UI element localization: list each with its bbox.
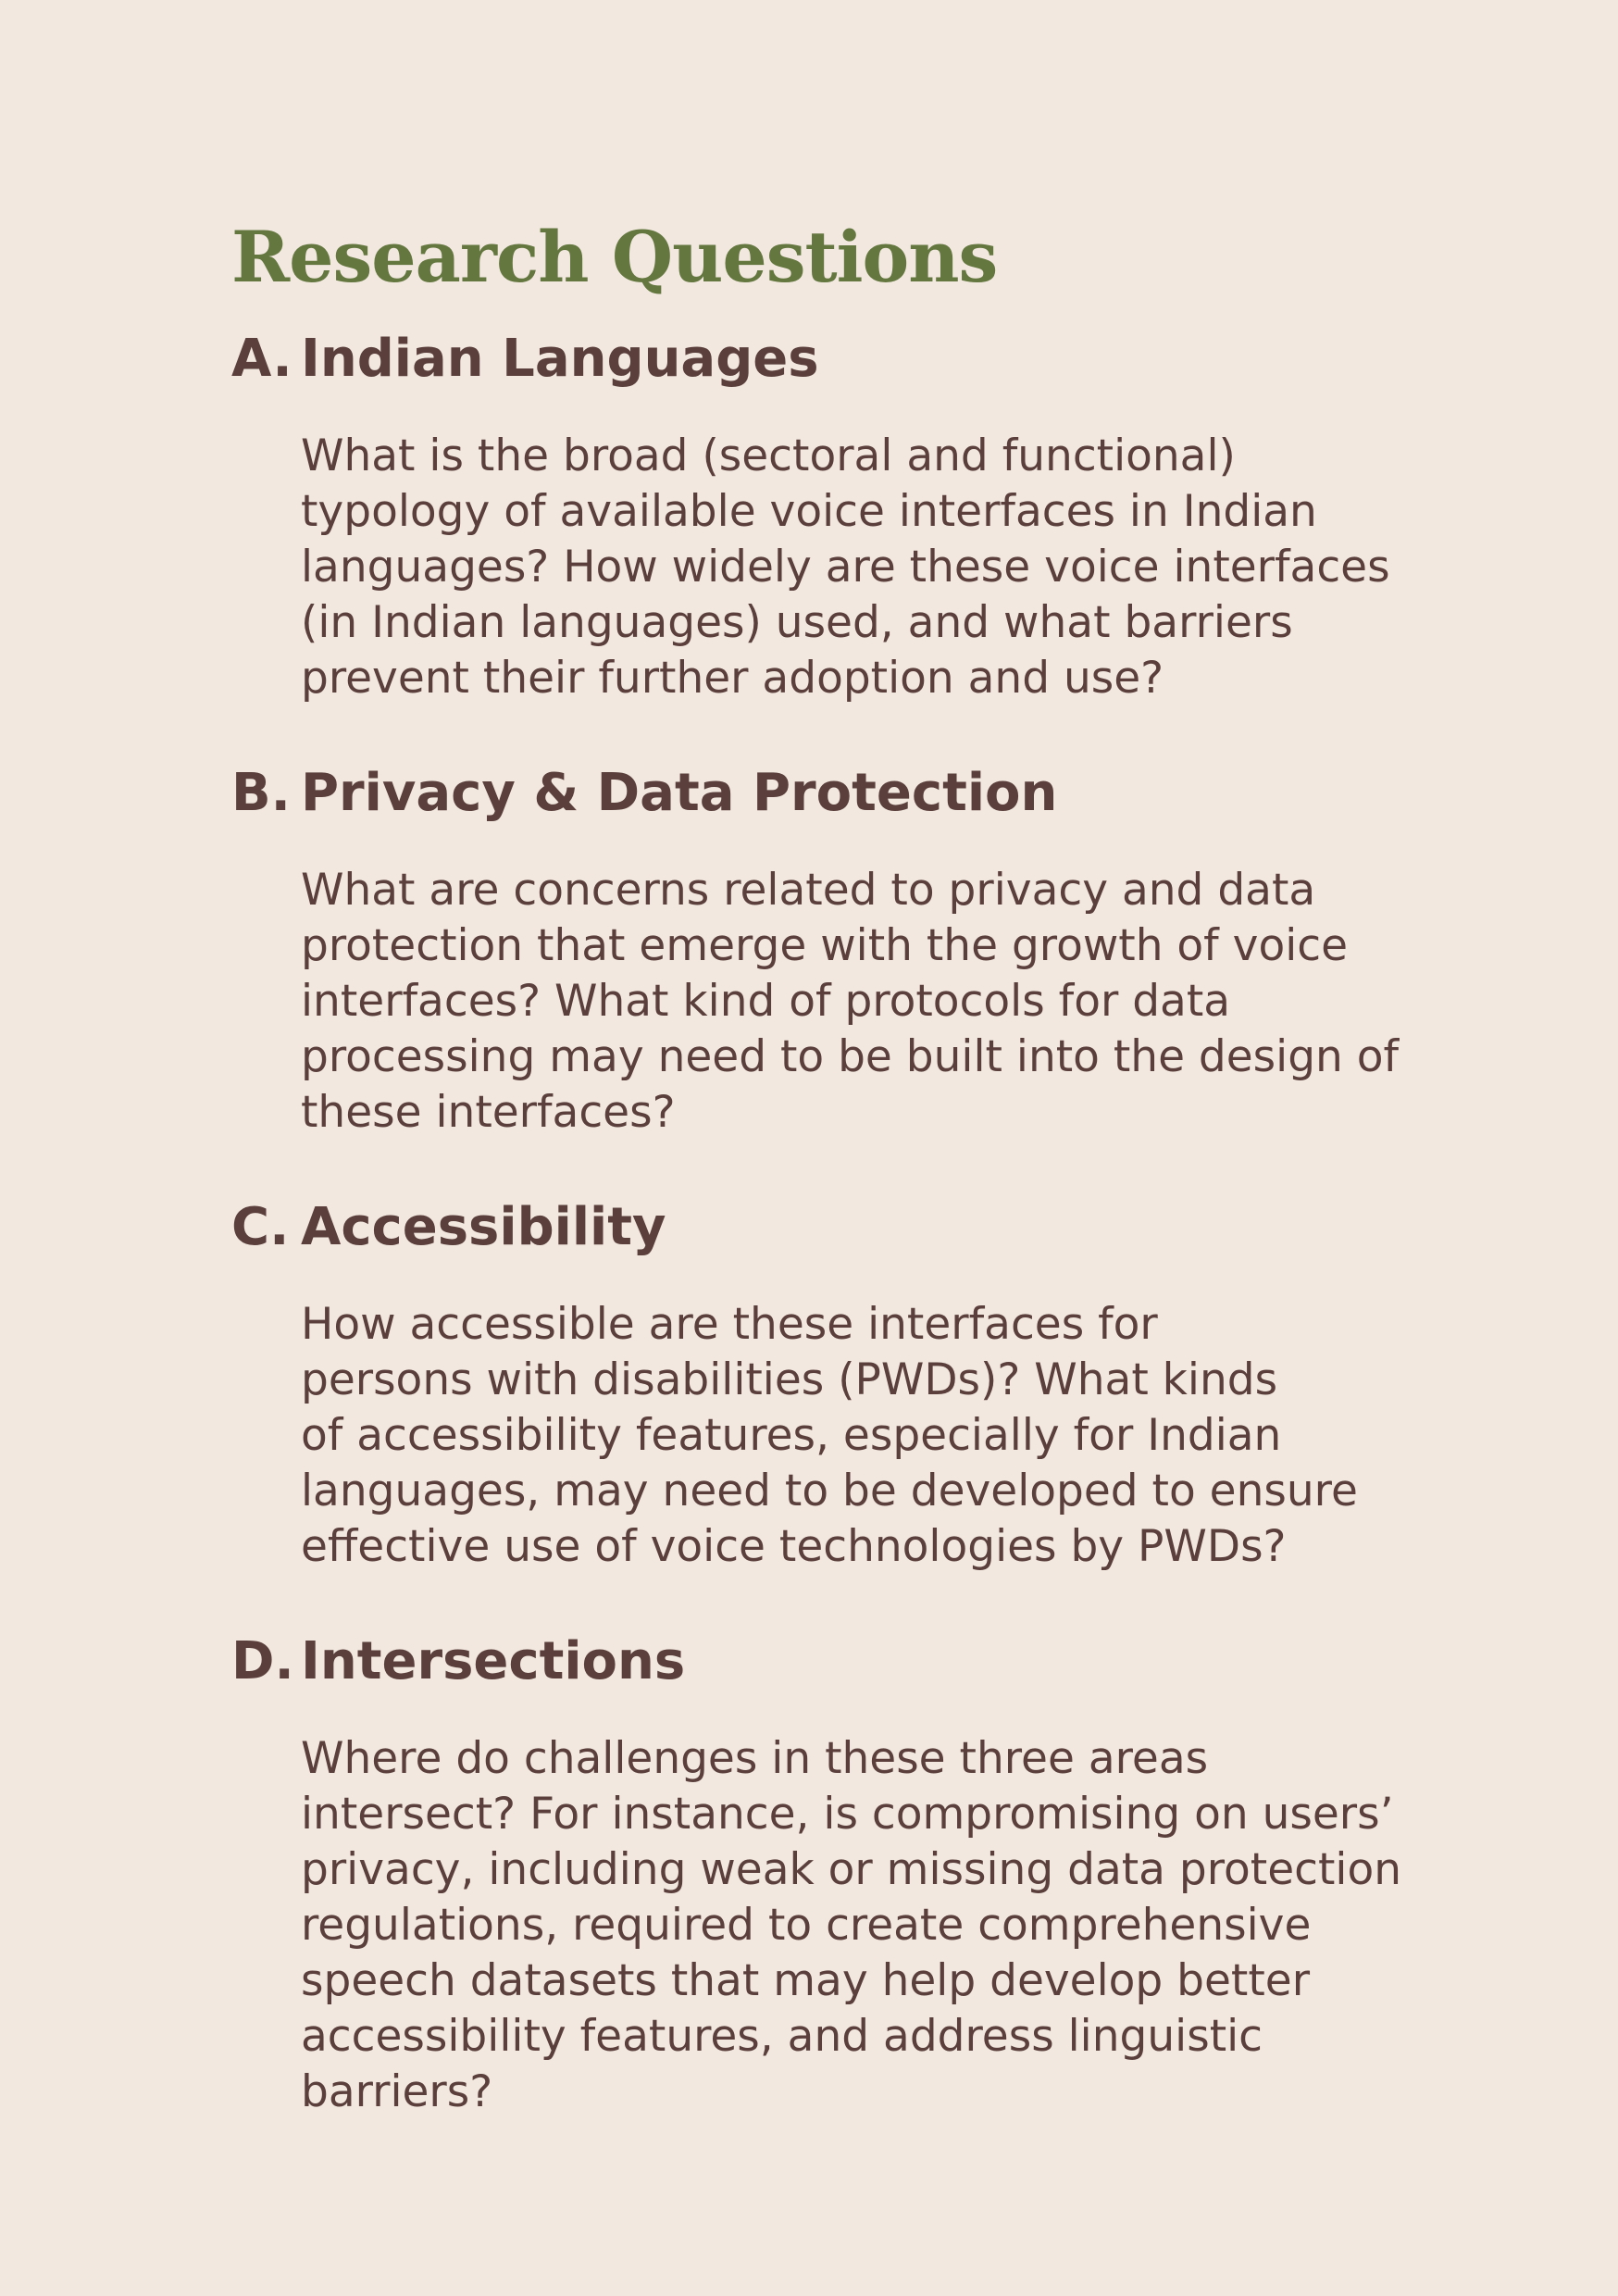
body-line: privacy, including weak or missing data protection: [301, 1844, 1402, 1895]
section-heading: [231, 329, 1435, 389]
body-line: languages? How widely are these voice interfaces: [301, 542, 1390, 593]
body-line: What is the broad (sectoral and functional): [301, 430, 1236, 481]
section-intersections: [231, 1631, 1435, 2120]
body-line: of accessibility features, especially for Indian: [301, 1410, 1282, 1461]
section-letter: A.: [231, 329, 292, 389]
document-page: [231, 216, 1435, 2181]
section-indian-languages: [231, 329, 1435, 706]
body-line: accessibility features, and address linguistic: [301, 2011, 1263, 2062]
body-line: languages, may need to be developed to ensure: [301, 1466, 1358, 1516]
body-line: processing may need to be built into the design of: [301, 1031, 1400, 1082]
section-letter: C.: [231, 1197, 290, 1257]
body-line: typology of available voice interfaces in Indian: [301, 486, 1317, 537]
section-heading: [231, 1631, 1435, 1691]
section-letter: B.: [231, 763, 291, 823]
body-line: regulations, required to create comprehensive: [301, 1900, 1312, 1951]
section-heading: [231, 1197, 1435, 1257]
body-line: persons with disabilities (PWDs)? What kinds: [301, 1354, 1278, 1405]
body-line: speech datasets that may help develop better: [301, 1955, 1311, 2006]
section-title: Indian Languages: [301, 329, 819, 389]
body-line: prevent their further adoption and use?: [301, 653, 1164, 704]
body-line: What are concerns related to privacy and data: [301, 865, 1316, 916]
section-privacy-data-protection: [231, 763, 1435, 1141]
section-heading: [231, 763, 1435, 823]
body-line: these interfaces?: [301, 1087, 676, 1138]
section-title: Privacy & Data Protection: [301, 763, 1058, 823]
section-body: [301, 863, 1412, 1141]
section-body: [301, 1731, 1412, 2120]
body-line: interfaces? What kind of protocols for data: [301, 976, 1231, 1027]
section-body: [301, 1297, 1412, 1575]
body-line: effective use of voice technologies by PWDs?: [301, 1521, 1287, 1572]
section-letter: D.: [231, 1631, 294, 1691]
body-line: barriers?: [301, 2066, 493, 2117]
body-line: How accessible are these interfaces for: [301, 1299, 1158, 1350]
body-line: Where do challenges in these three areas: [301, 1733, 1209, 1784]
section-title: Intersections: [301, 1631, 686, 1691]
page-title: Research Questions: [231, 216, 998, 298]
section-accessibility: [231, 1197, 1435, 1575]
section-title: Accessibility: [301, 1197, 666, 1257]
section-body: [301, 429, 1412, 706]
body-line: (in Indian languages) used, and what barriers: [301, 597, 1293, 648]
body-line: protection that emerge with the growth of voice: [301, 920, 1349, 971]
body-line: intersect? For instance, is compromising on users’: [301, 1789, 1394, 1840]
